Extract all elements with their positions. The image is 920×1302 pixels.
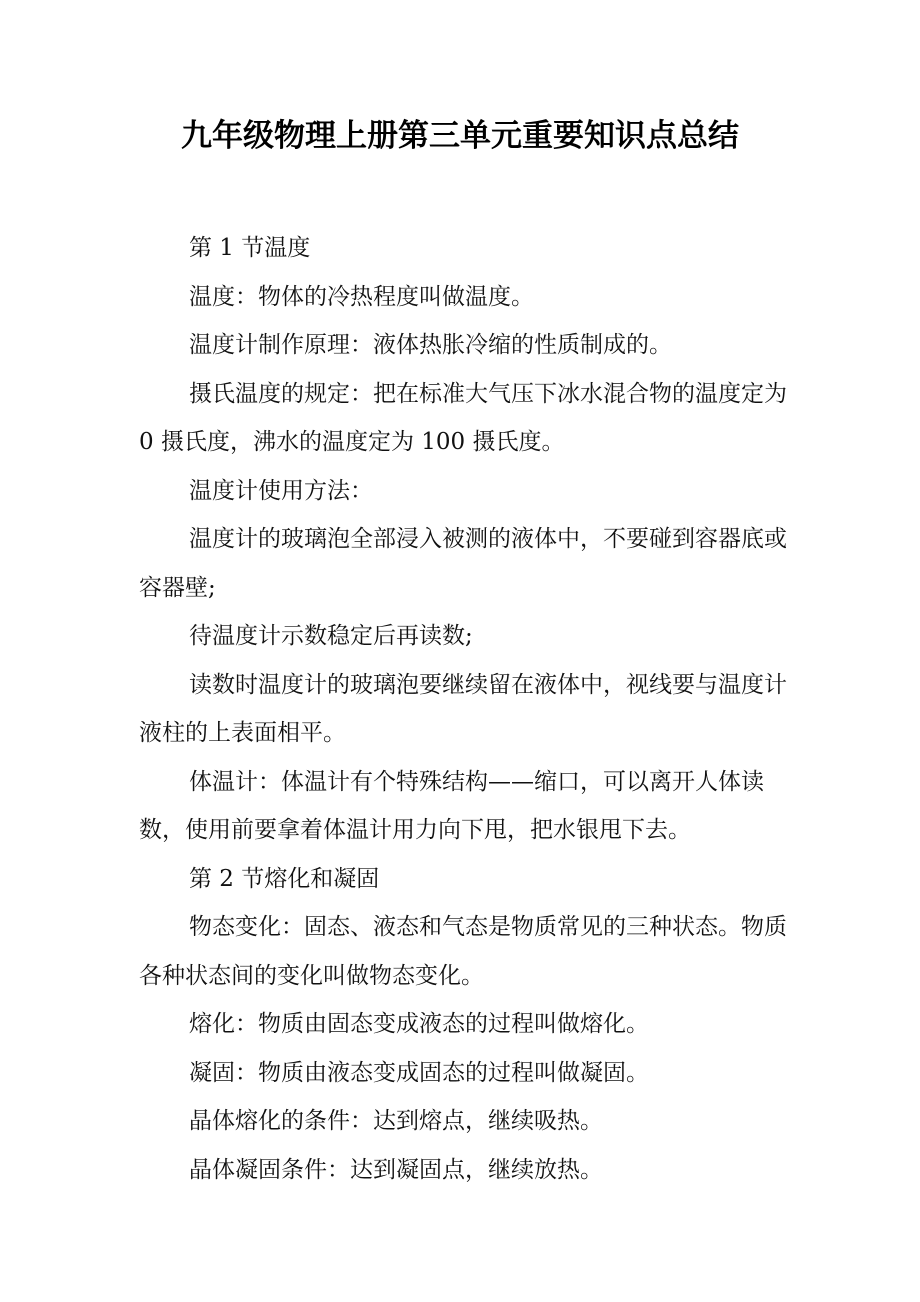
- paragraph: 物态变化：固态、液态和气态是物质常见的三种状态。物质各种状态间的变化叫做物态变化。: [139, 914, 787, 989]
- paragraph: 温度计制作原理：液体热胀冷缩的性质制成的。: [189, 332, 672, 358]
- document-title: 九年级物理上册第三单元重要知识点总结: [181, 118, 739, 154]
- paragraph: 温度计的玻璃泡全部浸入被测的液体中，不要碰到容器底或容器壁;: [139, 526, 787, 601]
- paragraph: 温度：物体的冷热程度叫做温度。: [189, 283, 534, 310]
- section-heading-2: 第 2 节熔化和凝固: [189, 865, 380, 892]
- paragraph: 凝固：物质由液态变成固态的过程叫做凝固。: [189, 1059, 649, 1086]
- paragraph: 体温计：体温计有个特殊结构——缩口，可以离开人体读数，使用前要拿着体温计用力向下甩，把水银甩下去。: [139, 768, 764, 843]
- paragraph: 熔化：物质由固态变成液态的过程叫做熔化。: [189, 1011, 649, 1037]
- section-heading-1: 第 1 节温度: [189, 235, 311, 261]
- paragraph: 摄氏温度的规定：把在标准大气压下冰水混合物的温度定为 0 摄氏度，沸水的温度定为 100 摄氏度。: [139, 380, 787, 455]
- paragraph: 待温度计示数稳定后再读数;: [189, 623, 473, 649]
- paragraph: 晶体熔化的条件：达到熔点，继续吸热。: [189, 1108, 603, 1134]
- paragraph: 读数时温度计的玻璃泡要继续留在液体中，视线要与温度计液柱的上表面相平。: [139, 671, 787, 746]
- document-body: [139, 224, 787, 1194]
- paragraph: 温度计使用方法：: [189, 477, 373, 504]
- paragraph: 晶体凝固条件：达到凝固点，继续放热。: [189, 1156, 603, 1183]
